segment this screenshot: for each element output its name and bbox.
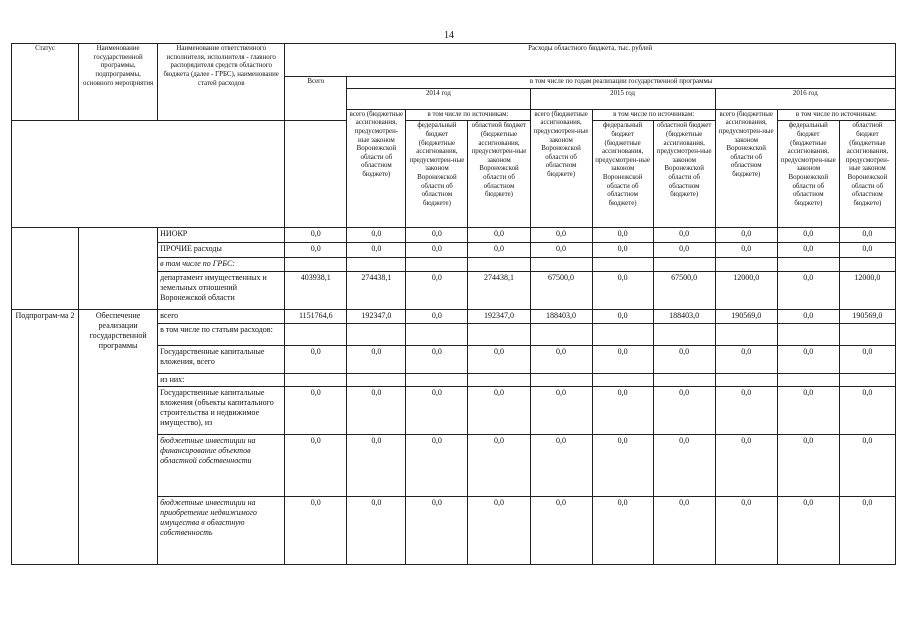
cell: 0,0 — [777, 228, 839, 243]
row-label: в том числе по ГРБС: — [158, 258, 285, 272]
col-status-header: Статус — [12, 44, 79, 121]
cell: 274438,1 — [468, 272, 530, 310]
by-sources-2015: в том числе по источникам: — [592, 109, 715, 121]
table-row — [12, 228, 896, 243]
row-label: ПРОЧИЕ расходы — [158, 243, 285, 258]
subprogram-status: Подпрограм-ма 2 — [12, 310, 79, 565]
cell: 0,0 — [592, 310, 653, 324]
cell: 0,0 — [468, 243, 530, 258]
year-2015-header: 2015 год — [530, 88, 715, 109]
cell: 0,0 — [406, 310, 468, 324]
cell: 0,0 — [777, 435, 839, 497]
cell: 0,0 — [653, 243, 715, 258]
cell: 0,0 — [839, 387, 895, 435]
all-budget-2016: всего (бюджетные ассигнования, предусмотрен-ные законом Воронежской области об областном бюджете) — [715, 109, 777, 228]
cell: 0,0 — [715, 228, 777, 243]
row-label: Государственные капитальные вложения, всего — [158, 346, 285, 374]
cell: 0,0 — [406, 346, 468, 374]
cell: 0,0 — [406, 228, 468, 243]
cell: 0,0 — [777, 497, 839, 565]
cell: 0,0 — [592, 387, 653, 435]
cell: 0,0 — [468, 228, 530, 243]
cell: 12000,0 — [839, 272, 895, 310]
cell: 67500,0 — [653, 272, 715, 310]
federal-2015: федеральный бюджет (бюджетные ассигнования, предусмотрен-ные законом Воронежской области об областном бюджете) — [592, 121, 653, 228]
cell: 190569,0 — [839, 310, 895, 324]
row-label: бюджетные инвестиции на приобретение недвижимого имущества в областную собственность — [158, 497, 285, 565]
cell: 0,0 — [347, 228, 406, 243]
cell: 67500,0 — [530, 272, 592, 310]
cell: 0,0 — [468, 497, 530, 565]
cell: 0,0 — [468, 387, 530, 435]
by-sources-2014: в том числе по источникам: — [406, 109, 530, 121]
row-label: в том числе по статьям расходов: — [158, 324, 285, 346]
cell: 0,0 — [777, 243, 839, 258]
cell: 0,0 — [653, 228, 715, 243]
cell: 0,0 — [653, 387, 715, 435]
cell: 0,0 — [715, 387, 777, 435]
cell: 0,0 — [839, 497, 895, 565]
year-2014-header: 2014 год — [347, 88, 530, 109]
col-total-header: Всего — [285, 77, 347, 121]
cell: 12000,0 — [715, 272, 777, 310]
cell: 0,0 — [777, 387, 839, 435]
regional-2015: областной бюджет (бюджетные ассигнования, предусмотрен-ные законом Воронежской области об областном бюджете) — [653, 121, 715, 228]
cell: 192347,0 — [468, 310, 530, 324]
row-label: НИОКР — [158, 228, 285, 243]
regional-2016: областной бюджет (бюджетные ассигнования, предусмотрен-ные законом Воронежской области об областном бюджете) — [839, 121, 895, 228]
budget-table — [11, 43, 896, 565]
cell: 0,0 — [530, 243, 592, 258]
row-total: 0,0 — [285, 387, 347, 435]
cell: 0,0 — [839, 243, 895, 258]
header-row-1 — [12, 44, 896, 77]
cell: 0,0 — [715, 435, 777, 497]
cell: 0,0 — [347, 346, 406, 374]
cell: 0,0 — [592, 272, 653, 310]
cell: 192347,0 — [347, 310, 406, 324]
col-by-years-header: в том числе по годам реализации государственной программы — [347, 77, 896, 89]
all-budget-2015: всего (бюджетные ассигнования, предусмотрен-ные законом Воронежской области об областном бюджете) — [530, 109, 592, 228]
cell: 0,0 — [777, 272, 839, 310]
cell: 0,0 — [839, 228, 895, 243]
cell: 0,0 — [468, 346, 530, 374]
cell: 0,0 — [592, 497, 653, 565]
federal-2016: федеральный бюджет (бюджетные ассигнования, предусмотрен-ные законом Воронежской области об областном бюджете) — [777, 121, 839, 228]
cell: 0,0 — [530, 387, 592, 435]
row-total: 403938,1 — [285, 272, 347, 310]
cell: 0,0 — [592, 435, 653, 497]
cell: 0,0 — [715, 497, 777, 565]
row-label: Государственные капитальные вложения (объекты капитального строительства и недвижимое имущество), из — [158, 387, 285, 435]
row-total: 0,0 — [285, 497, 347, 565]
row-total: 0,0 — [285, 435, 347, 497]
cell: 0,0 — [777, 346, 839, 374]
cell: 0,0 — [406, 272, 468, 310]
row-label: всего — [158, 310, 285, 324]
cell: 0,0 — [530, 435, 592, 497]
cell: 0,0 — [347, 243, 406, 258]
page-number: 14 — [444, 30, 454, 41]
cell: 0,0 — [347, 435, 406, 497]
row-label: бюджетные инвестиции на финансирование объектов областной собственности — [158, 435, 285, 497]
cell: 0,0 — [653, 497, 715, 565]
cell: 0,0 — [777, 310, 839, 324]
cell: 188403,0 — [530, 310, 592, 324]
cell: 0,0 — [653, 435, 715, 497]
cell: 0,0 — [592, 346, 653, 374]
col-program-header: Наименование государственной программы, подпрограммы, основного мероприятия — [79, 44, 158, 121]
col-expenses-header: Расходы областного бюджета, тыс. рублей — [285, 44, 896, 77]
cell: 0,0 — [839, 435, 895, 497]
cell: 0,0 — [592, 243, 653, 258]
cell: 0,0 — [530, 346, 592, 374]
cell: 274438,1 — [347, 272, 406, 310]
cell: 0,0 — [530, 497, 592, 565]
cell: 0,0 — [592, 228, 653, 243]
row-total: 0,0 — [285, 243, 347, 258]
cell: 0,0 — [406, 243, 468, 258]
all-budget-2014: всего (бюджетные ассигнования, предусмотрен-ные законом Воронежской области об областном бюджете) — [347, 109, 406, 228]
by-sources-2016: в том числе по источникам: — [777, 109, 895, 121]
cell: 0,0 — [715, 346, 777, 374]
row-total: 0,0 — [285, 228, 347, 243]
cell: 0,0 — [653, 346, 715, 374]
cell: 0,0 — [406, 435, 468, 497]
year-2016-header: 2016 год — [715, 88, 895, 109]
federal-2014: федеральный бюджет (бюджетные ассигнования, предусмотрен-ные законом Воронежской области об областном бюджете) — [406, 121, 468, 228]
table-row — [12, 310, 896, 324]
subprogram-name: Обеспечение реализации государственной программы — [79, 310, 158, 565]
cell: 190569,0 — [715, 310, 777, 324]
col-executor-header: Наименование ответственного исполнителя, исполнителя - главного распорядителя средств областного бюджета (далее - ГРБС), наименование статей расходов — [158, 44, 285, 121]
cell: 188403,0 — [653, 310, 715, 324]
cell: 0,0 — [839, 346, 895, 374]
cell: 0,0 — [406, 387, 468, 435]
cell: 0,0 — [406, 497, 468, 565]
cell: 0,0 — [468, 435, 530, 497]
row-label: департамент имущественных и земельных отношений Воронежской области — [158, 272, 285, 310]
cell: 0,0 — [347, 387, 406, 435]
regional-2014: областной бюджет (бюджетные ассигнования, предусмотрен-ные законом Воронежской области об областном бюджете) — [468, 121, 530, 228]
row-total: 1151764,6 — [285, 310, 347, 324]
row-label: из них: — [158, 374, 285, 387]
cell: 0,0 — [347, 497, 406, 565]
row-total: 0,0 — [285, 346, 347, 374]
cell: 0,0 — [715, 243, 777, 258]
cell: 0,0 — [530, 228, 592, 243]
